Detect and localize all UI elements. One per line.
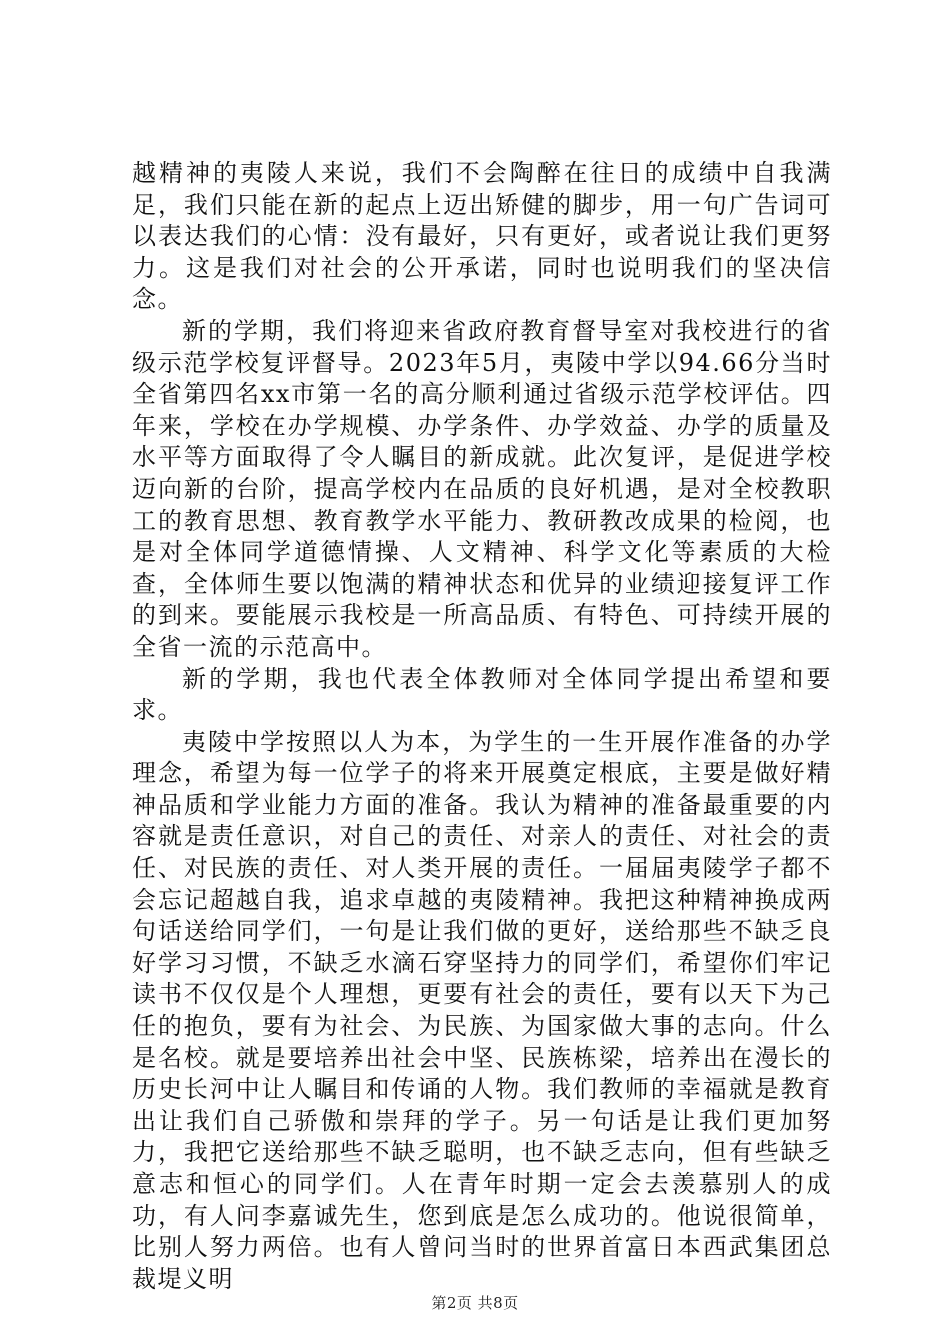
document-body	[132, 158, 832, 1295]
paragraph-1: 越精神的夷陵人来说，我们不会陶醉在往日的成绩中自我满足，我们只能在新的起点上迈出矫健的脚步，用一句广告词可以表达我们的心情：没有最好，只有更好，或者说让我们更努力。这是我们对社会的公开承诺，同时也说明我们的坚决信念。	[132, 159, 832, 314]
page-footer	[0, 1292, 950, 1313]
paragraph-2: 新的学期，我们将迎来省政府教育督导室对我校进行的省级示范学校复评督导。2023年5月，夷陵中学以94.66分当时全省第四名xx市第一名的高分顺利通过省级示范学校评估。四年来，学校在办学规模、办学条件、办学效益、办学的质量及水平等方面取得了令人瞩目的新成就。此次复评，是促进学校迈向新的台阶，提高学校内在品质的良好机遇，是对全校教职工的教育思想、教育教学水平能力、教研教改成果的检阅，也是对全体同学道德情操、人文精神、科学文化等素质的大检查，全体师生要以饱满的精神状态和优异的业绩迎接复评工作的到来。要能展示我校是一所高品质、有特色、可持续开展的全省一流的示范高中。	[132, 316, 832, 661]
paragraph-3: 新的学期，我也代表全体教师对全体同学提出希望和要求。	[132, 664, 832, 725]
paragraph-4: 夷陵中学按照以人为本，为学生的一生开展作准备的办学理念，希望为每一位学子的将来开展奠定根底，主要是做好精神品质和学业能力方面的准备。我认为精神的准备最重要的内容就是责任意识，对自己的责任、对亲人的责任、对社会的责任、对民族的责任、对人类开展的责任。一届届夷陵学子都不会忘记超越自我，追求卓越的夷陵精神。我把这种精神换成两句话送给同学们，一句是让我们做的更好，送给那些不缺乏良好学习习惯，不缺乏水滴石穿坚持力的同学们，希望你们牢记读书不仅仅是个人理想，更要有社会的责任，要有以天下为己任的抱负，要有为社会、为民族、为国家做大事的志向。什么是名校。就是要培养出社会中坚、民族栋梁，培养出在漫长的历史长河中让人瞩目和传诵的人物。我们教师的幸福就是教育出让我们自己骄傲和崇拜的学子。另一句话是让我们更加努力，我把它送给那些不缺乏聪明，也不缺乏志向，但有些缺乏意志和恒心的同学们。人在青年时期一定会去羡慕别人的成功，有人问李嘉诚先生，您到底是怎么成功的。他说很简单，比别人努力两倍。也有人曾问当时的世界首富日本西武集团总裁堤义明	[132, 727, 832, 1293]
page-number-label: 第2页 共8页	[431, 1294, 519, 1312]
